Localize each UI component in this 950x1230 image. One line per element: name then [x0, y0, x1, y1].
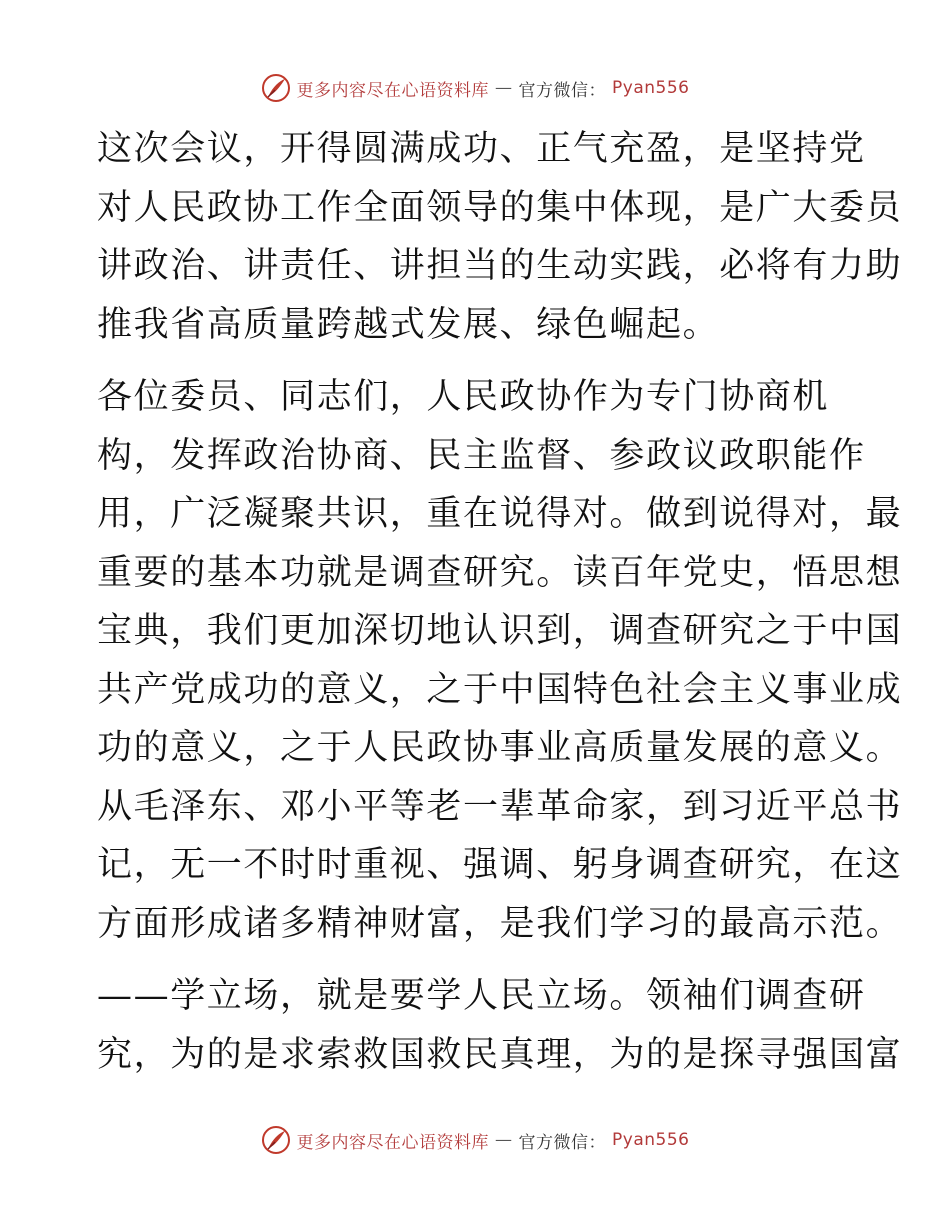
text-line: 功的意义，之于人民政协事业高质量发展的意义。 — [97, 728, 903, 768]
watermark-wechat-id: Pyan556 — [612, 78, 690, 98]
header-watermark — [0, 73, 950, 103]
watermark-text: 更多内容尽在心语资料库 — [296, 80, 490, 101]
watermark-wechat-id: Pyan556 — [612, 1130, 690, 1150]
paragraph — [97, 368, 903, 953]
text-line: 究，为的是求索救国救民真理，为的是探寻强国富 — [97, 1034, 903, 1075]
text-line: 从毛泽东、邓小平等老一辈革命家，到习近平总书 — [97, 786, 903, 827]
text-line: 记，无一不时时重视、强调、躬身调查研究，在这 — [97, 845, 903, 885]
text-line: 重要的基本功就是调查研究。读百年党史，悟思想 — [97, 552, 903, 593]
quill-logo-icon — [261, 73, 291, 103]
document-body — [97, 120, 903, 1098]
watermark-wechat-label: 官方微信： — [518, 80, 607, 101]
text-line: 宝典，我们更加深切地认识到，调查研究之于中国 — [97, 611, 903, 651]
footer-watermark — [0, 1125, 950, 1155]
text-line: 推我省高质量跨越式发展、绿色崛起。 — [97, 304, 720, 345]
text-line: 构，发挥政治协商、民主监督、参政议政职能作 — [97, 435, 866, 476]
paragraph — [97, 967, 903, 1084]
paragraph — [97, 120, 903, 354]
text-line: 对人民政协工作全面领导的集中体现，是广大委员 — [97, 187, 903, 228]
watermark-text: 更多内容尽在心语资料库 — [296, 1132, 490, 1153]
text-line: 各位委员、同志们，人民政协作为专门协商机 — [97, 377, 830, 417]
text-line: ——学立场，就是要学人民立场。领袖们调查研 — [97, 976, 866, 1016]
quill-logo-icon — [261, 1125, 291, 1155]
text-line: 共产党成功的意义，之于中国特色社会主义事业成 — [97, 669, 903, 710]
watermark-separator: — — [495, 78, 513, 98]
text-line: 方面形成诸多精神财富，是我们学习的最高示范。 — [97, 903, 903, 944]
watermark-wechat-label: 官方微信： — [518, 1132, 607, 1153]
text-line: 这次会议，开得圆满成功、正气充盈，是坚持党 — [97, 129, 866, 169]
text-line: 讲政治、讲责任、讲担当的生动实践，必将有力助 — [97, 246, 903, 286]
watermark-separator: — — [495, 1130, 513, 1150]
text-line: 用，广泛凝聚共识，重在说得对。做到说得对，最 — [97, 494, 903, 534]
